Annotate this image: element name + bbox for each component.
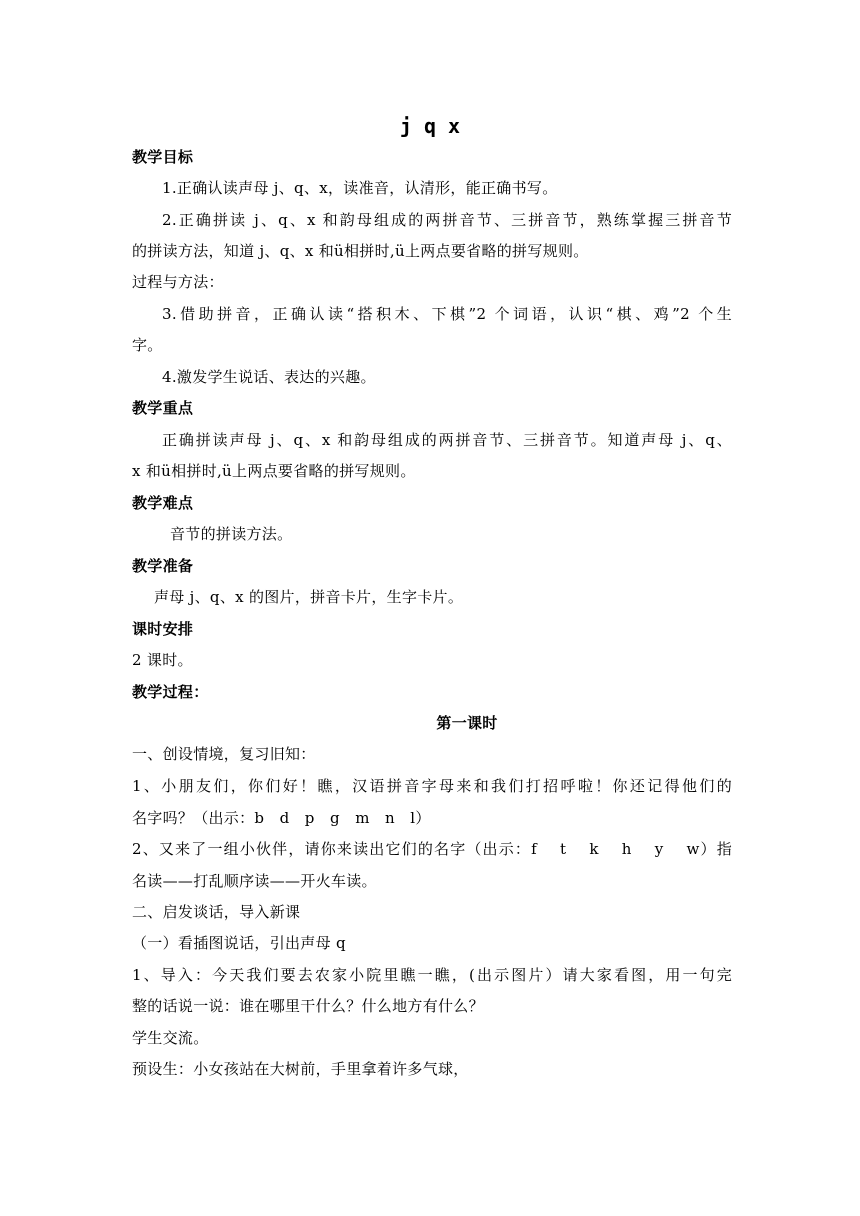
preset-text: 预设生：小女孩站在大树前，手里拿着许多气球， <box>132 1060 469 1078</box>
process-method-label: 过程与方法： <box>132 273 224 291</box>
section-2-item-1-line-1: 1、导入：今天我们要去农家小院里瞧一瞧，(出示图片）请大家看图，用一句完 <box>132 966 732 984</box>
key-line-1: 正确拼读声母 j、q、x 和韵母组成的两拼音节、三拼音节。知道声母 j、q、 <box>162 431 732 449</box>
goal-2-line-2: 的拼读方法，知道 j、q、x 和ü相拼时,ü上两点要省略的拼写规则。 <box>132 242 589 260</box>
goal-4: 4.激发学生说话、表达的兴趣。 <box>162 368 376 386</box>
section-2-item-1-line-2: 整的话说一说：谁在哪里干什么？什么地方有什么？ <box>132 997 484 1015</box>
section-1-item-1-line-2: 名字吗？（出示：b d p g m n l） <box>132 809 431 827</box>
key-line-2: x 和ü相拼时,ü上两点要省略的拼写规则。 <box>132 462 416 480</box>
section-1-item-1-line-1: 1、小朋友们，你们好！瞧，汉语拼音字母来和我们打招呼啦！你还记得他们的 <box>132 777 732 795</box>
goals-heading: 教学目标 <box>132 148 194 166</box>
schedule-text: 2 课时。 <box>132 651 193 669</box>
page-title: j q x <box>399 114 461 138</box>
process-heading: 教学过程： <box>132 683 209 701</box>
key-heading: 教学重点 <box>132 399 194 417</box>
section-2-subtitle: （一）看插图说话，引出声母 q <box>132 934 346 952</box>
difficulty-heading: 教学难点 <box>132 494 194 512</box>
goal-2-line-1: 2.正确拼读 j、q、x 和韵母组成的两拼音节、三拼音节，熟练掌握三拼音节 <box>162 211 732 229</box>
section-1-title: 一、创设情境，复习旧知： <box>132 745 316 763</box>
section-1-item-2-line-2: 名读——打乱顺序读——开火车读。 <box>132 872 377 890</box>
goal-1: 1.正确认读声母 j、q、x，读准音，认清形，能正确书写。 <box>162 179 558 197</box>
goal-3-line-2: 字。 <box>132 336 163 354</box>
prep-text: 声母 j、q、x 的图片，拼音卡片，生字卡片。 <box>154 588 464 606</box>
goal-3-line-1: 3.借助拼音，正确认读“搭积木、下棋”2 个词语，认识“棋、鸡”2 个生 <box>162 305 732 323</box>
lesson-1-heading: 第一课时 <box>436 714 498 732</box>
section-2-title: 二、启发谈话，导入新课 <box>132 903 301 921</box>
difficulty-text: 音节的拼读方法。 <box>170 525 293 543</box>
prep-heading: 教学准备 <box>132 557 194 575</box>
section-1-item-2-line-1: 2、又来了一组小伙伴，请你来读出它们的名字（出示：f t k h y w）指 <box>132 840 732 858</box>
exchange-text: 学生交流。 <box>132 1029 209 1047</box>
schedule-heading: 课时安排 <box>132 620 194 638</box>
